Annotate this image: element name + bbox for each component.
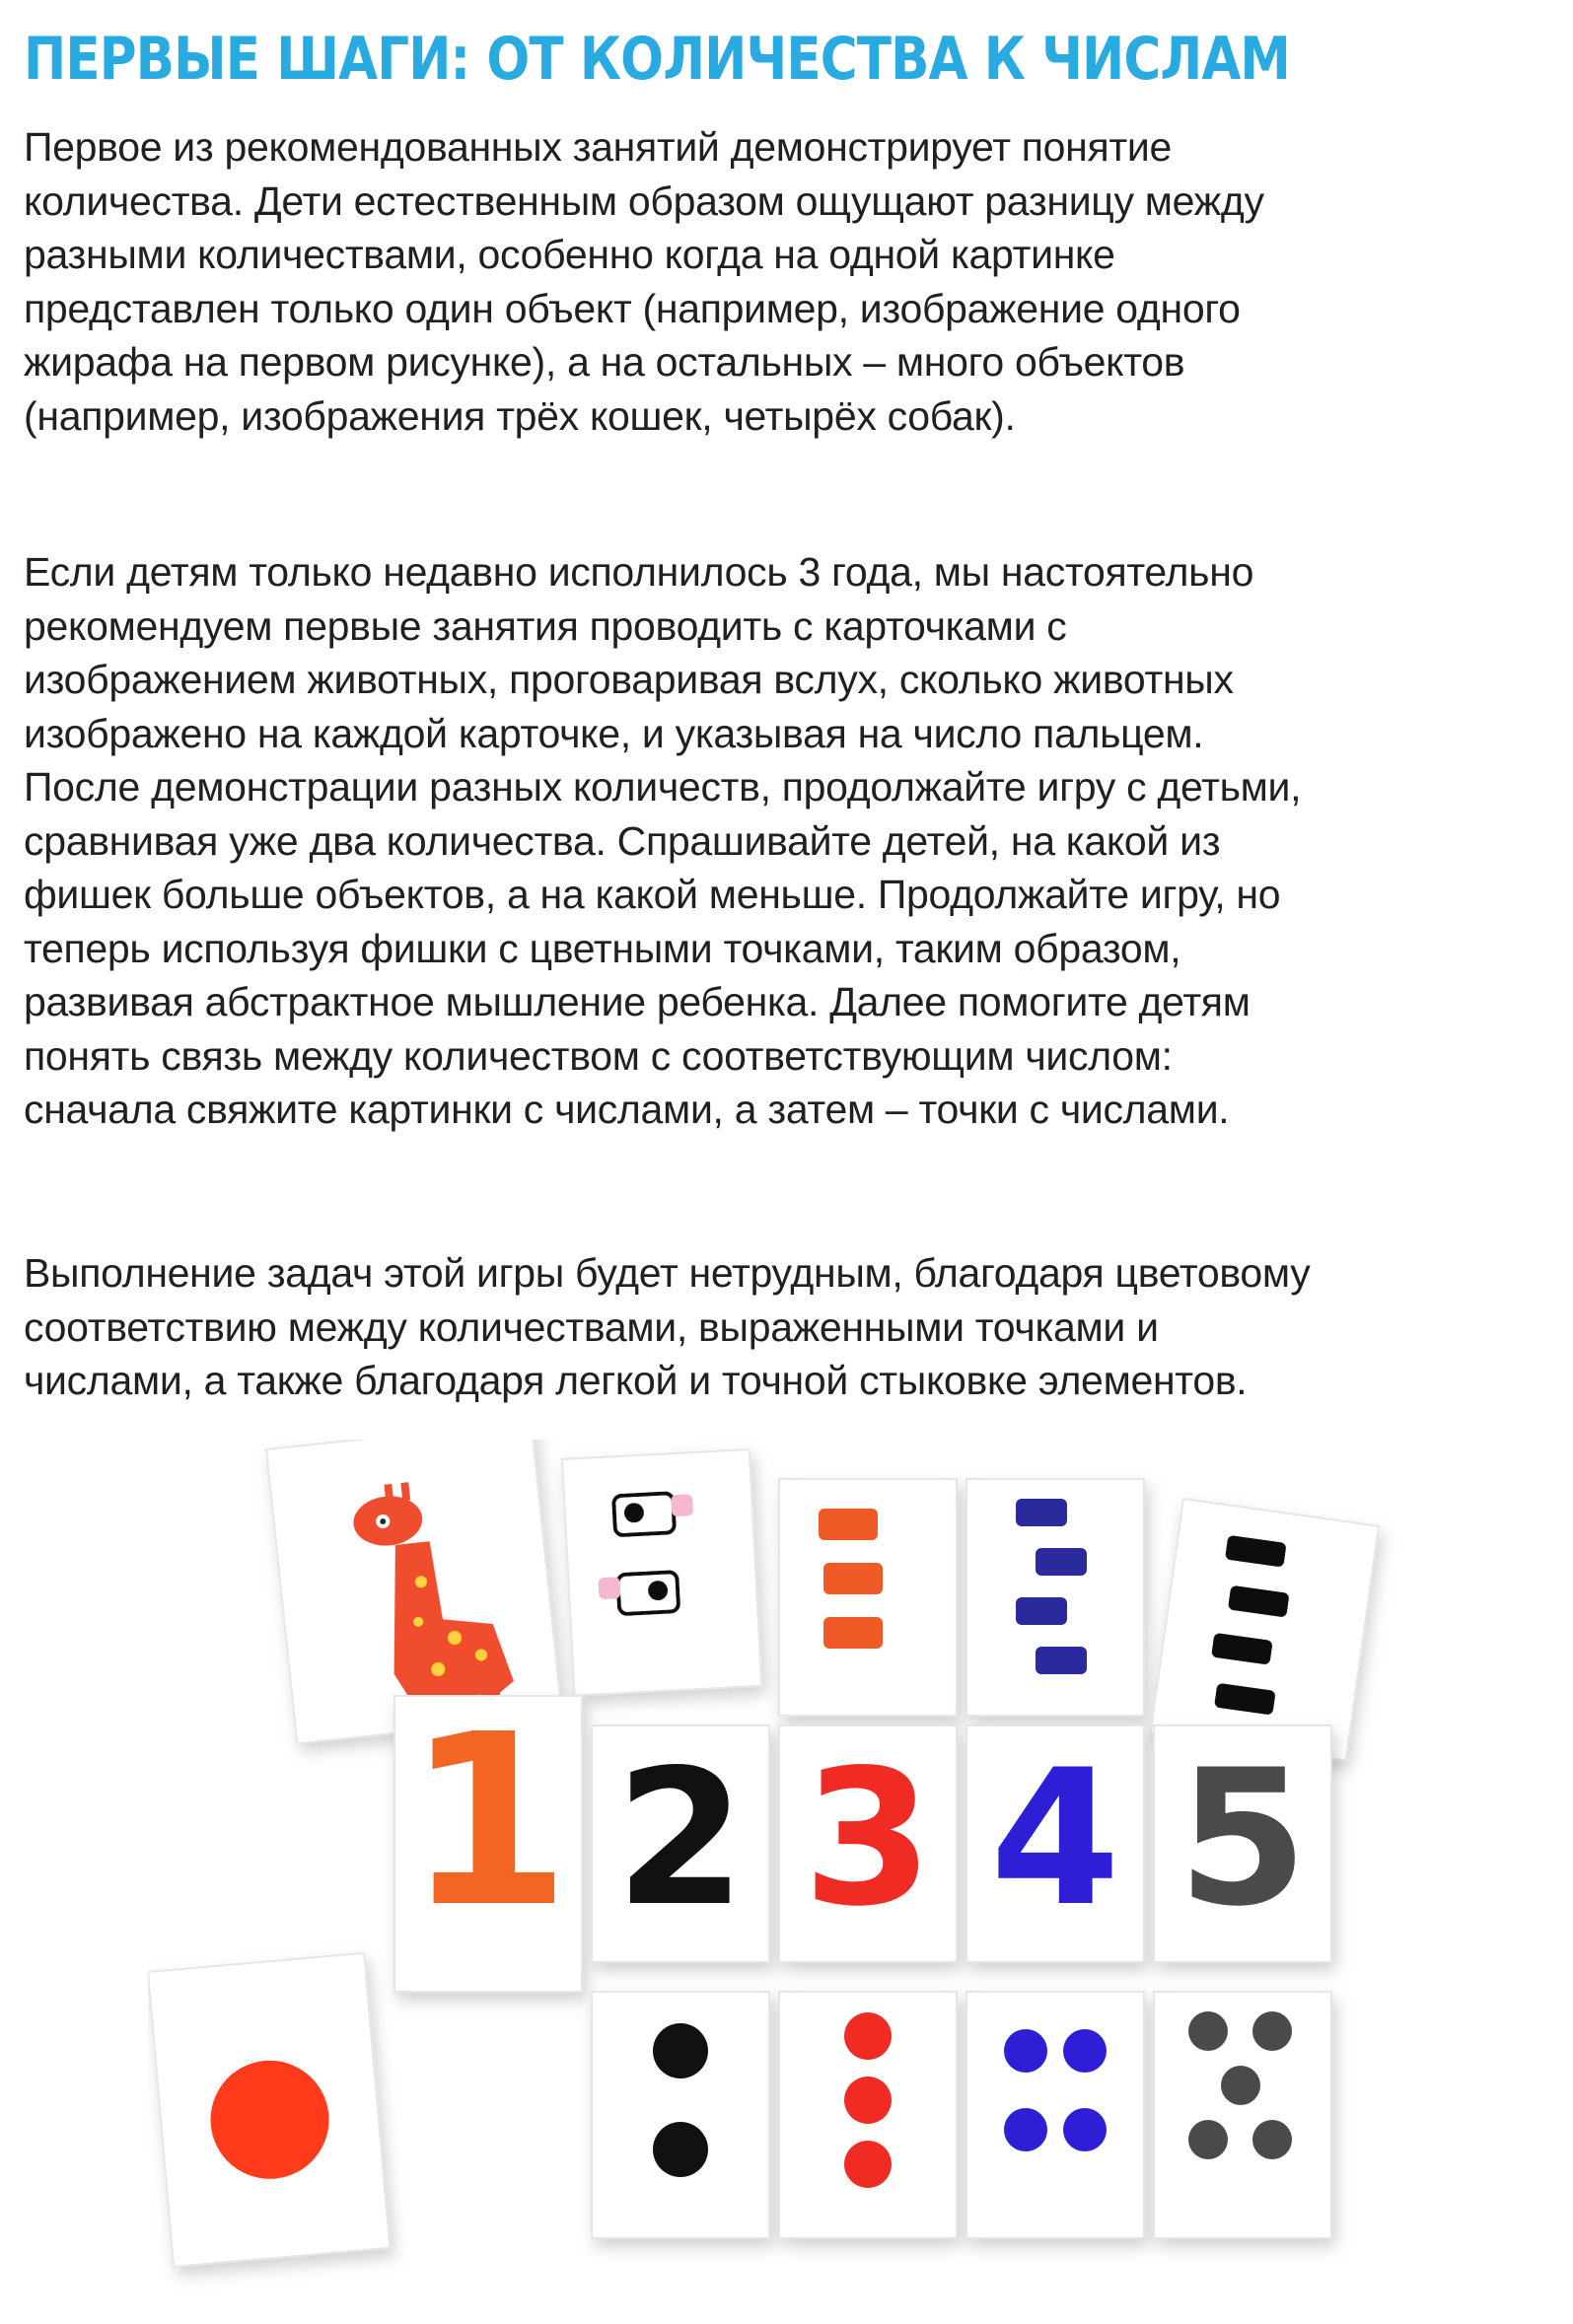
number-four: 4 xyxy=(989,1729,1121,1947)
puzzle-dot-cards xyxy=(148,1953,1331,2267)
puzzle-illustration xyxy=(148,1440,1558,2297)
paragraph-intro: Первое из рекомендованных занятий демонстрирует понятие количества. Дети естественным образом ощущают разницу между разными количествами, особенно когда на одной картинке представлен только один объект (например, изображение одного жирафа на первом рисунке), а на остальных – много объектов (например, изображения трёх кошек, четырёх собак). xyxy=(24,124,1264,439)
number-two: 2 xyxy=(614,1729,747,1947)
number-one: 1 xyxy=(405,1683,571,1959)
puzzle-card-cows xyxy=(562,1449,761,1696)
paragraph-recommendations: Если детям только недавно исполнилось 3 года, мы настоятельно рекомендуем первые занятия проводить с карточками с изображением животных, проговаривая вслух, сколько животных изображено на каждой карточке, и указывая на число пальцем. После демонстрации разных количеств, продолжайте игру с детьми, сравнивая уже два количества. Спрашивайте детей, на какой из фишек больше объектов, а на какой меньше. Продолжайте игру, но теперь используя фишки с цветными точками, таким образом, развивая абстрактное мышление ребенка. Далее помогите детям понять связь между количеством с соответствующим числом: сначала свяжите картинки с числами, а затем – точки с числами. xyxy=(24,549,1302,1132)
tiger-icon xyxy=(819,1509,883,1649)
number-three: 3 xyxy=(802,1729,934,1947)
page-title: ПЕРВЫЕ ШАГИ: ОТ КОЛИЧЕСТВА К ЧИСЛАМ xyxy=(24,25,1290,94)
puzzle-card-dogs xyxy=(966,1479,1144,1716)
puzzle-card-tigers xyxy=(779,1479,957,1716)
number-five: 5 xyxy=(1177,1729,1309,1947)
three-dots xyxy=(844,2012,892,2188)
paragraph-conclusion: Выполнение задач этой игры будет нетрудным, благодаря цветовому соответствию между количествами, выраженными точками и числами, а также благодаря легкой и точной стыковке элементов. xyxy=(24,1250,1311,1403)
